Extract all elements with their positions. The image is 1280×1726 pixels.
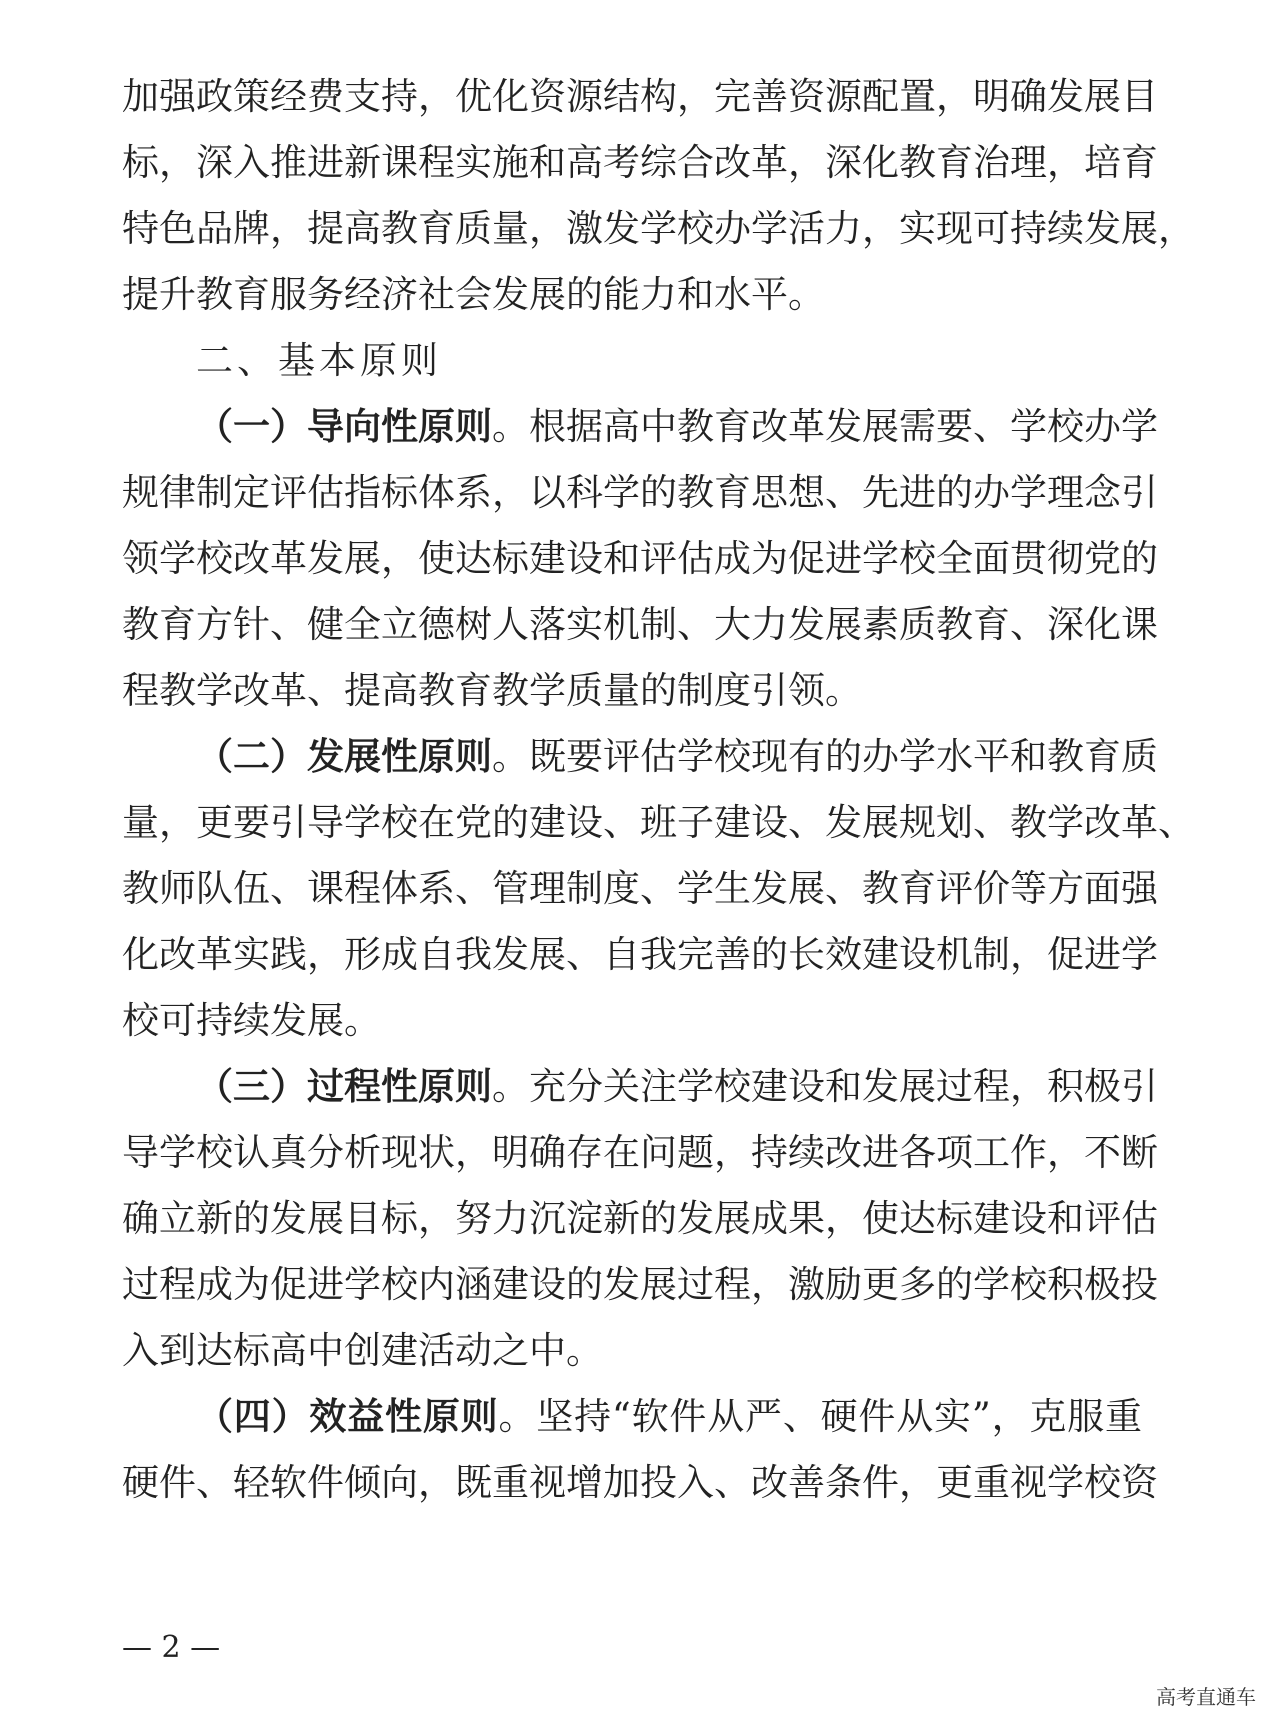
body-line: 加强政策经费支持，优化资源结构，完善资源配置，明确发展目	[122, 75, 1158, 118]
principle-first-line	[196, 734, 1158, 780]
body-line: 导学校认真分析现状，明确存在问题，持续改进各项工作，不断	[122, 1131, 1158, 1174]
body-line: 量，更要引导学校在党的建设、班子建设、发展规划、教学改革、	[122, 801, 1195, 844]
body-line: 校可持续发展。	[122, 999, 381, 1042]
body-line: 程教学改革、提高教育教学质量的制度引领。	[122, 669, 862, 712]
principle-title: （二）发展性原则	[196, 735, 492, 778]
body-line: 硬件、轻软件倾向，既重视增加投入、改善条件，更重视学校资	[122, 1461, 1158, 1504]
watermark-text: 高考直通车	[1156, 1685, 1256, 1709]
principle-text: 。根据高中教育改革发展需要、学校办学	[492, 405, 1158, 448]
page-number: — 2 —	[122, 1630, 221, 1665]
principle-first-line	[196, 1064, 1158, 1110]
body-line: 确立新的发展目标，努力沉淀新的发展成果，使达标建设和评估	[122, 1197, 1158, 1240]
body-line: 教育方针、健全立德树人落实机制、大力发展素质教育、深化课	[122, 603, 1158, 646]
principle-text: 。既要评估学校现有的办学水平和教育质	[492, 735, 1158, 778]
principle-first-line	[196, 404, 1158, 450]
principle-text: 。坚持“软件从严、硬件从实”，克服重	[498, 1395, 1142, 1438]
principle-first-line	[196, 1394, 1142, 1440]
body-line: 化改革实践，形成自我发展、自我完善的长效建设机制，促进学	[122, 933, 1158, 976]
body-line: 特色品牌，提高教育质量，激发学校办学活力，实现可持续发展，	[122, 207, 1195, 250]
principle-title: （三）过程性原则	[196, 1065, 492, 1108]
principle-text: 。充分关注学校建设和发展过程，积极引	[492, 1065, 1158, 1108]
body-line: 过程成为促进学校内涵建设的发展过程，激励更多的学校积极投	[122, 1263, 1158, 1306]
body-line: 规律制定评估指标体系，以科学的教育思想、先进的办学理念引	[122, 471, 1158, 514]
body-line: 标，深入推进新课程实施和高考综合改革，深化教育治理，培育	[122, 141, 1158, 184]
body-line: 教师队伍、课程体系、管理制度、学生发展、教育评价等方面强	[122, 867, 1158, 910]
body-line: 领学校改革发展，使达标建设和评估成为促进学校全面贯彻党的	[122, 537, 1158, 580]
principle-title: （一）导向性原则	[196, 405, 492, 448]
principle-title: （四）效益性原则	[196, 1395, 499, 1438]
body-line: 提升教育服务经济社会发展的能力和水平。	[122, 273, 825, 316]
body-line: 入到达标高中创建活动之中。	[122, 1329, 603, 1372]
section-heading: 二、基本原则	[196, 339, 442, 382]
